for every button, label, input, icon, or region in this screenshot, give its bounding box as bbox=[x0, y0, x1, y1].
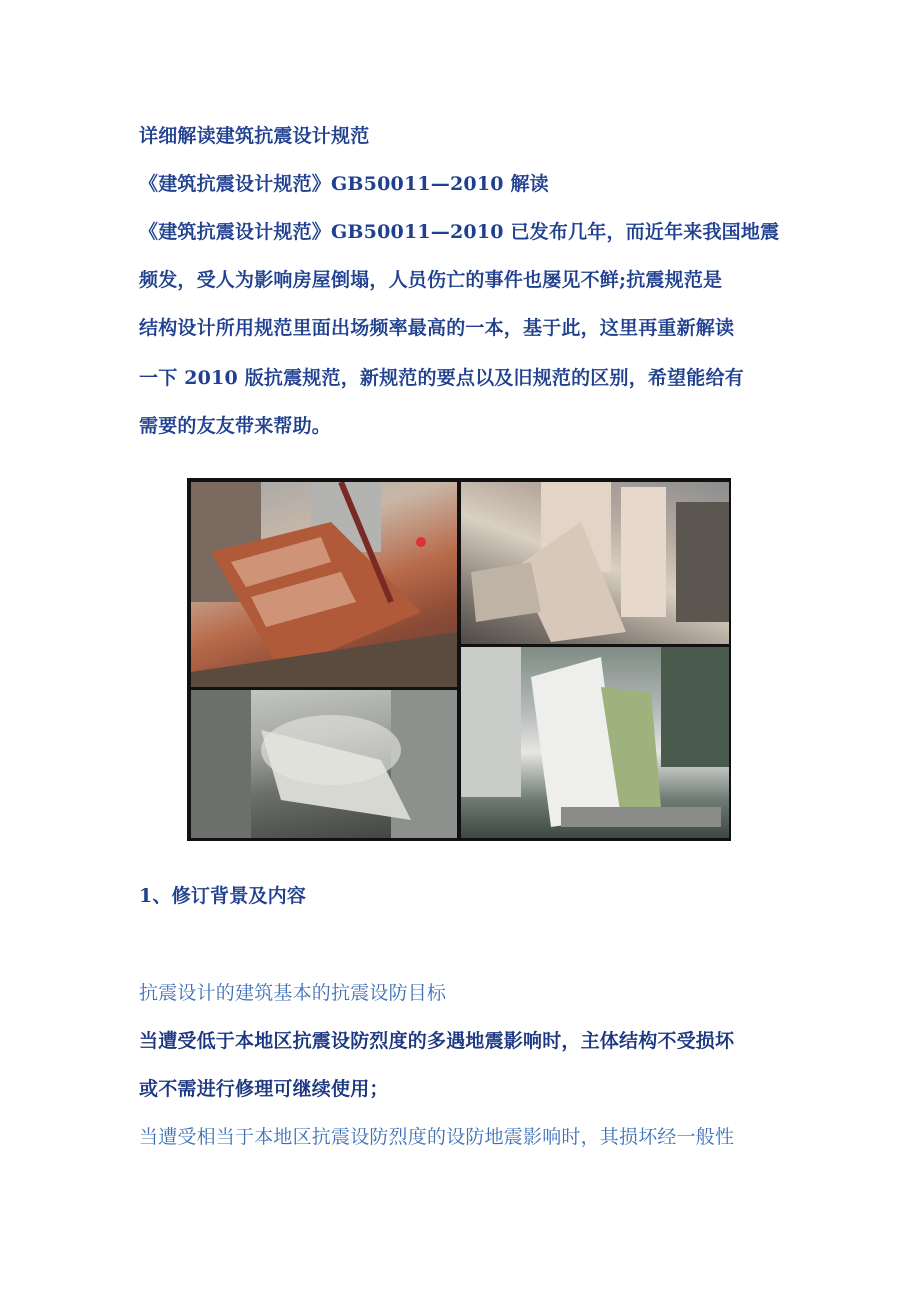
collapsed-building-photo-1 bbox=[191, 482, 457, 687]
earthquake-photo-collage bbox=[187, 478, 731, 841]
goal-line-2: 或不需进行修理可继续使用； bbox=[139, 1078, 389, 1100]
intro-line-4: 一下 2010 版抗震规范，新规范的要点以及旧规范的区别，希望能给有 bbox=[139, 367, 744, 389]
intro-line-1: 《建筑抗震设计规范》GB50011—2010 已发布几年，而近年来我国地震 bbox=[139, 221, 780, 243]
goal-line-1: 当遭受低于本地区抗震设防烈度的多遇地震影响时，主体结构不受损坏 bbox=[139, 1030, 735, 1052]
section-heading-1: 1、修订背景及内容 bbox=[139, 885, 307, 907]
collapsed-building-photo-3 bbox=[191, 690, 457, 838]
collapsed-building-photo-2 bbox=[461, 482, 729, 644]
collapsed-building-photo-4 bbox=[461, 647, 729, 838]
goal-line-3: 当遭受相当于本地区抗震设防烈度的设防地震影响时，其损坏经一般性 bbox=[139, 1126, 735, 1148]
goal-heading: 抗震设计的建筑基本的抗震设防目标 bbox=[139, 982, 447, 1004]
intro-line-3: 结构设计所用规范里面出场频率最高的一本，基于此，这里再重新解读 bbox=[139, 317, 735, 339]
document-subtitle: 《建筑抗震设计规范》GB50011—2010 解读 bbox=[139, 173, 549, 195]
intro-line-2: 频发，受人为影响房屋倒塌，人员伤亡的事件也屡见不鲜;抗震规范是 bbox=[139, 269, 723, 291]
document-title: 详细解读建筑抗震设计规范 bbox=[139, 125, 370, 147]
intro-line-5: 需要的友友带来帮助。 bbox=[139, 415, 332, 437]
